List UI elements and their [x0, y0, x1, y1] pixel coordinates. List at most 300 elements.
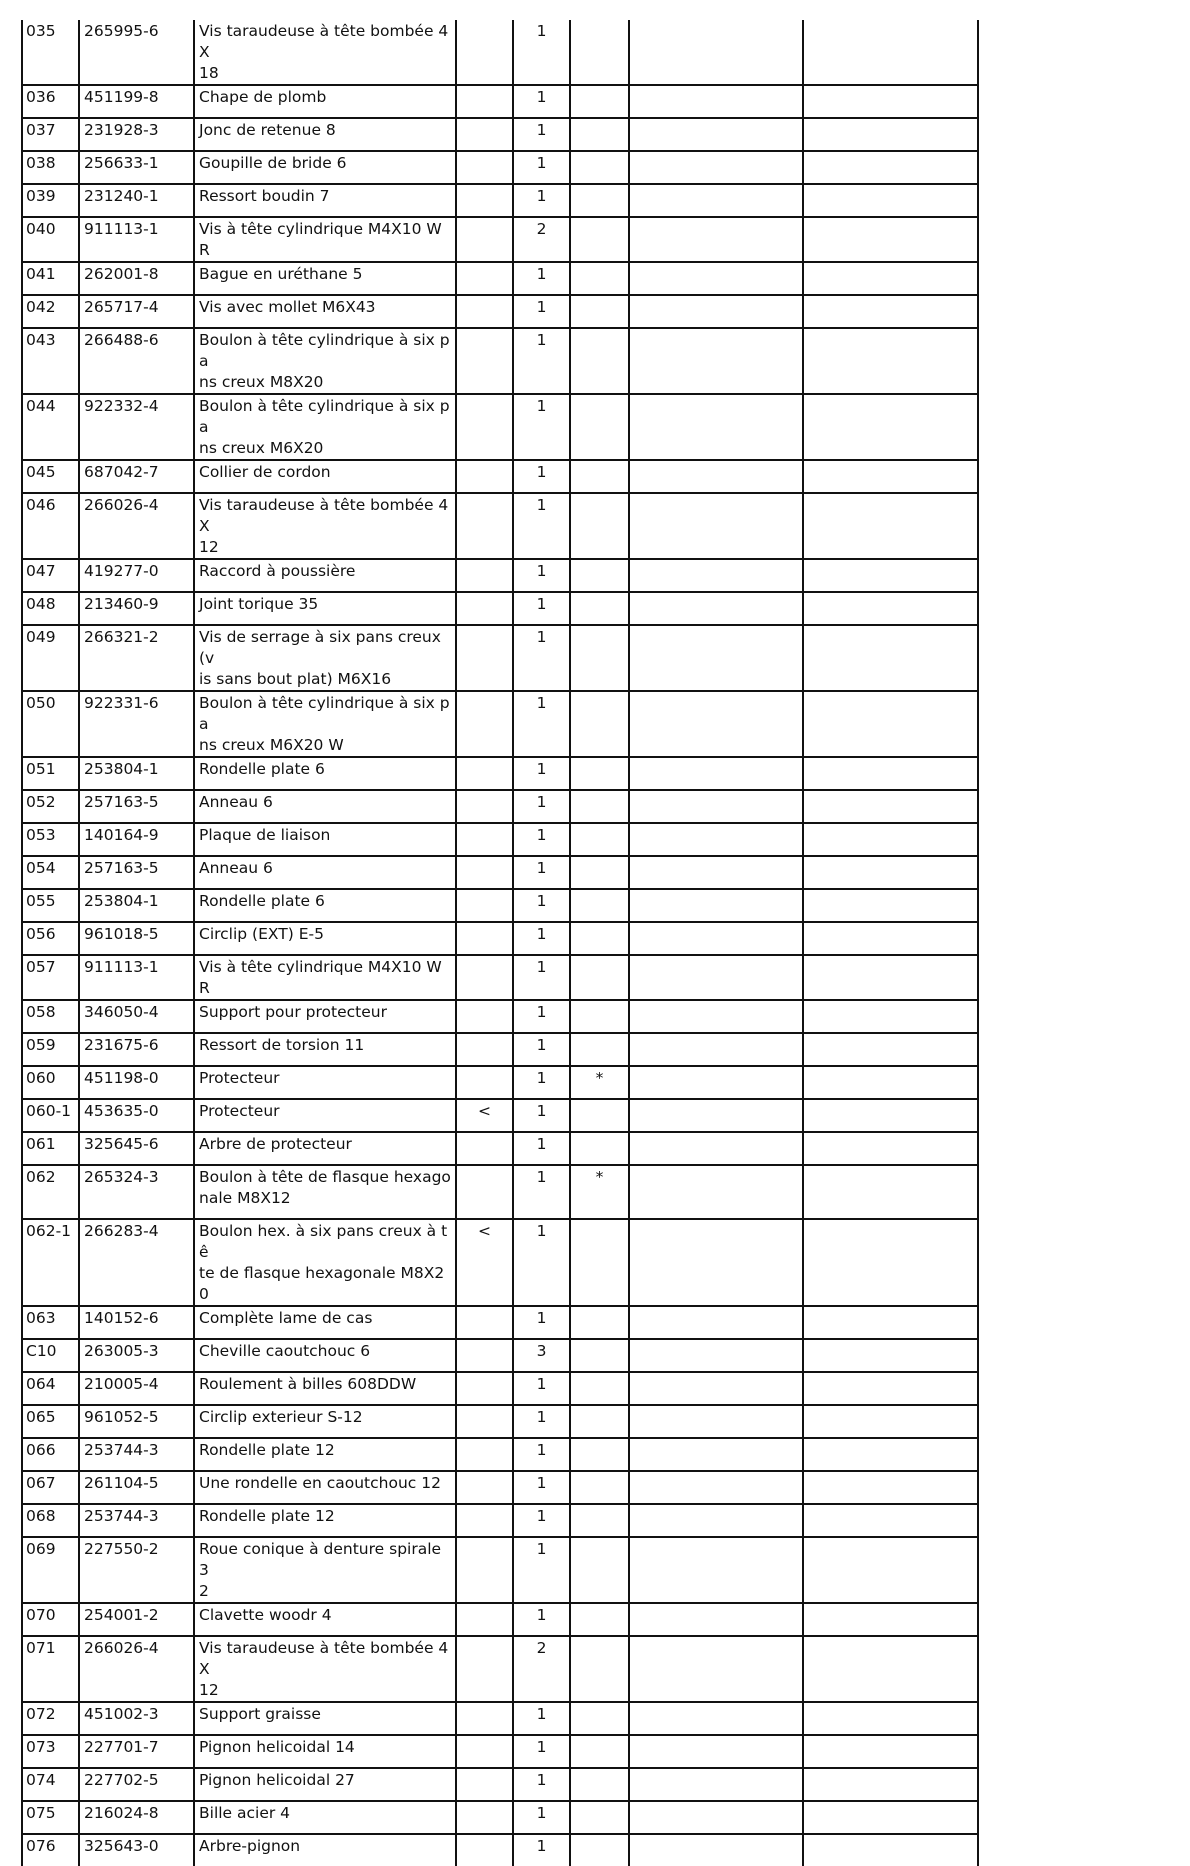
item-number-cell: 055	[22, 889, 79, 922]
blank-cell	[629, 757, 803, 790]
table-row	[22, 1537, 978, 1603]
item-number-cell: 042	[22, 295, 79, 328]
description-cell: Roulement à billes 608DDW	[194, 1372, 456, 1405]
symbol-cell	[456, 1735, 513, 1768]
blank-cell	[803, 151, 978, 184]
parts-table	[21, 20, 979, 1866]
blank-cell	[629, 1165, 803, 1219]
description-cell: Boulon à tête de flasque hexago nale M8X12	[194, 1165, 456, 1219]
symbol-cell	[456, 1033, 513, 1066]
note-cell	[570, 592, 629, 625]
blank-cell	[803, 118, 978, 151]
quantity-cell: 1	[513, 691, 570, 757]
symbol-cell	[456, 691, 513, 757]
blank-cell	[803, 1372, 978, 1405]
blank-cell	[803, 20, 978, 85]
blank-cell	[803, 856, 978, 889]
blank-cell	[803, 460, 978, 493]
blank-cell	[803, 823, 978, 856]
blank-cell	[803, 691, 978, 757]
note-cell	[570, 1768, 629, 1801]
blank-cell	[803, 217, 978, 262]
blank-cell	[803, 955, 978, 1000]
table-row	[22, 1702, 978, 1735]
item-number-cell: 071	[22, 1636, 79, 1702]
item-number-cell: 043	[22, 328, 79, 394]
blank-cell	[803, 1735, 978, 1768]
symbol-cell: <	[456, 1219, 513, 1306]
description-cell: Rondelle plate 6	[194, 889, 456, 922]
item-number-cell: 036	[22, 85, 79, 118]
item-number-cell: 044	[22, 394, 79, 460]
item-number-cell: 037	[22, 118, 79, 151]
quantity-cell: 1	[513, 295, 570, 328]
table-row	[22, 922, 978, 955]
note-cell	[570, 85, 629, 118]
note-cell	[570, 493, 629, 559]
symbol-cell	[456, 856, 513, 889]
description-cell: Rondelle plate 6	[194, 757, 456, 790]
blank-cell	[803, 1801, 978, 1834]
quantity-cell: 1	[513, 1834, 570, 1866]
table-row	[22, 151, 978, 184]
symbol-cell	[456, 118, 513, 151]
table-row	[22, 955, 978, 1000]
part-number-cell: 451198-0	[79, 1066, 194, 1099]
blank-cell	[629, 217, 803, 262]
table-row	[22, 1834, 978, 1866]
note-cell	[570, 559, 629, 592]
quantity-cell: 1	[513, 1405, 570, 1438]
part-number-cell: 231675-6	[79, 1033, 194, 1066]
part-number-cell: 265717-4	[79, 295, 194, 328]
table-row	[22, 1801, 978, 1834]
description-cell: Pignon helicoidal 14	[194, 1735, 456, 1768]
part-number-cell: 231240-1	[79, 184, 194, 217]
table-row	[22, 118, 978, 151]
blank-cell	[629, 856, 803, 889]
blank-cell	[803, 1438, 978, 1471]
note-cell	[570, 118, 629, 151]
blank-cell	[629, 85, 803, 118]
note-cell	[570, 1504, 629, 1537]
note-cell	[570, 1219, 629, 1306]
item-number-cell: 068	[22, 1504, 79, 1537]
symbol-cell	[456, 1471, 513, 1504]
symbol-cell: <	[456, 1099, 513, 1132]
quantity-cell: 1	[513, 592, 570, 625]
description-cell: Vis de serrage à six pans creux (v is sans bout plat) M6X16	[194, 625, 456, 691]
symbol-cell	[456, 394, 513, 460]
symbol-cell	[456, 1537, 513, 1603]
item-number-cell: 074	[22, 1768, 79, 1801]
item-number-cell: 072	[22, 1702, 79, 1735]
item-number-cell: 066	[22, 1438, 79, 1471]
item-number-cell: 049	[22, 625, 79, 691]
quantity-cell: 2	[513, 217, 570, 262]
blank-cell	[629, 1372, 803, 1405]
blank-cell	[629, 625, 803, 691]
table-row	[22, 625, 978, 691]
symbol-cell	[456, 1801, 513, 1834]
blank-cell	[629, 1033, 803, 1066]
blank-cell	[629, 493, 803, 559]
description-cell: Support graisse	[194, 1702, 456, 1735]
quantity-cell: 1	[513, 1735, 570, 1768]
note-cell	[570, 757, 629, 790]
description-cell: Circlip exterieur S-12	[194, 1405, 456, 1438]
symbol-cell	[456, 757, 513, 790]
blank-cell	[803, 1636, 978, 1702]
note-cell	[570, 823, 629, 856]
symbol-cell	[456, 592, 513, 625]
table-row	[22, 1735, 978, 1768]
item-number-cell: 060	[22, 1066, 79, 1099]
blank-cell	[629, 1801, 803, 1834]
blank-cell	[629, 922, 803, 955]
blank-cell	[629, 328, 803, 394]
note-cell	[570, 889, 629, 922]
blank-cell	[803, 889, 978, 922]
blank-cell	[803, 394, 978, 460]
part-number-cell: 266026-4	[79, 1636, 194, 1702]
blank-cell	[629, 460, 803, 493]
quantity-cell: 1	[513, 955, 570, 1000]
symbol-cell	[456, 493, 513, 559]
item-number-cell: 058	[22, 1000, 79, 1033]
part-number-cell: 227701-7	[79, 1735, 194, 1768]
table-row	[22, 295, 978, 328]
item-number-cell: 047	[22, 559, 79, 592]
blank-cell	[629, 691, 803, 757]
quantity-cell: 1	[513, 1066, 570, 1099]
note-cell: *	[570, 1066, 629, 1099]
note-cell	[570, 1834, 629, 1866]
blank-cell	[803, 1339, 978, 1372]
table-row	[22, 217, 978, 262]
blank-cell	[803, 1537, 978, 1603]
part-number-cell: 216024-8	[79, 1801, 194, 1834]
blank-cell	[803, 1603, 978, 1636]
item-number-cell: 062	[22, 1165, 79, 1219]
description-cell: Jonc de retenue 8	[194, 118, 456, 151]
symbol-cell	[456, 1438, 513, 1471]
description-cell: Boulon à tête cylindrique à six pa ns creux M6X20	[194, 394, 456, 460]
blank-cell	[629, 1537, 803, 1603]
quantity-cell: 1	[513, 493, 570, 559]
quantity-cell: 1	[513, 262, 570, 295]
quantity-cell: 3	[513, 1339, 570, 1372]
part-number-cell: 325643-0	[79, 1834, 194, 1866]
description-cell: Une rondelle en caoutchouc 12	[194, 1471, 456, 1504]
symbol-cell	[456, 184, 513, 217]
blank-cell	[629, 394, 803, 460]
blank-cell	[629, 1504, 803, 1537]
blank-cell	[629, 1636, 803, 1702]
item-number-cell: 073	[22, 1735, 79, 1768]
description-cell: Boulon à tête cylindrique à six pa ns creux M8X20	[194, 328, 456, 394]
symbol-cell	[456, 1603, 513, 1636]
quantity-cell: 1	[513, 85, 570, 118]
blank-cell	[629, 151, 803, 184]
table-row	[22, 592, 978, 625]
description-cell: Anneau 6	[194, 790, 456, 823]
blank-cell	[803, 85, 978, 118]
blank-cell	[803, 757, 978, 790]
note-cell	[570, 1801, 629, 1834]
blank-cell	[629, 1438, 803, 1471]
blank-cell	[629, 1066, 803, 1099]
description-cell: Ressort boudin 7	[194, 184, 456, 217]
item-number-cell: 048	[22, 592, 79, 625]
blank-cell	[629, 592, 803, 625]
table-row	[22, 790, 978, 823]
description-cell: Vis taraudeuse à tête bombée 4X 12	[194, 493, 456, 559]
symbol-cell	[456, 559, 513, 592]
symbol-cell	[456, 1000, 513, 1033]
table-row	[22, 1033, 978, 1066]
symbol-cell	[456, 328, 513, 394]
item-number-cell: 056	[22, 922, 79, 955]
symbol-cell	[456, 955, 513, 1000]
quantity-cell: 1	[513, 1471, 570, 1504]
note-cell	[570, 955, 629, 1000]
note-cell: *	[570, 1165, 629, 1219]
table-row	[22, 1768, 978, 1801]
quantity-cell: 1	[513, 625, 570, 691]
quantity-cell: 1	[513, 559, 570, 592]
quantity-cell: 1	[513, 1504, 570, 1537]
item-number-cell: 041	[22, 262, 79, 295]
table-row	[22, 1471, 978, 1504]
description-cell: Vis taraudeuse à tête bombée 4X 18	[194, 20, 456, 85]
description-cell: Clavette woodr 4	[194, 1603, 456, 1636]
blank-cell	[629, 889, 803, 922]
blank-cell	[803, 328, 978, 394]
blank-cell	[803, 1132, 978, 1165]
blank-cell	[629, 1471, 803, 1504]
quantity-cell: 1	[513, 1438, 570, 1471]
symbol-cell	[456, 1768, 513, 1801]
quantity-cell: 1	[513, 328, 570, 394]
symbol-cell	[456, 790, 513, 823]
table-row	[22, 493, 978, 559]
description-cell: Chape de plomb	[194, 85, 456, 118]
blank-cell	[803, 1033, 978, 1066]
part-number-cell: 140152-6	[79, 1306, 194, 1339]
item-number-cell: 060-1	[22, 1099, 79, 1132]
part-number-cell: 256633-1	[79, 151, 194, 184]
note-cell	[570, 1099, 629, 1132]
item-number-cell: 045	[22, 460, 79, 493]
item-number-cell: 046	[22, 493, 79, 559]
blank-cell	[803, 1066, 978, 1099]
blank-cell	[803, 1165, 978, 1219]
symbol-cell	[456, 1636, 513, 1702]
part-number-cell: 254001-2	[79, 1603, 194, 1636]
part-number-cell: 687042-7	[79, 460, 194, 493]
part-number-cell: 419277-0	[79, 559, 194, 592]
description-cell: Ressort de torsion 11	[194, 1033, 456, 1066]
blank-cell	[803, 790, 978, 823]
blank-cell	[629, 1219, 803, 1306]
item-number-cell: 059	[22, 1033, 79, 1066]
blank-cell	[629, 1603, 803, 1636]
item-number-cell: 069	[22, 1537, 79, 1603]
part-number-cell: 210005-4	[79, 1372, 194, 1405]
symbol-cell	[456, 922, 513, 955]
blank-cell	[803, 1099, 978, 1132]
part-number-cell: 451199-8	[79, 85, 194, 118]
quantity-cell: 1	[513, 823, 570, 856]
table-row	[22, 1339, 978, 1372]
symbol-cell	[456, 1372, 513, 1405]
description-cell: Vis avec mollet M6X43	[194, 295, 456, 328]
description-cell: Cheville caoutchouc 6	[194, 1339, 456, 1372]
part-number-cell: 227702-5	[79, 1768, 194, 1801]
part-number-cell: 911113-1	[79, 217, 194, 262]
description-cell: Support pour protecteur	[194, 1000, 456, 1033]
description-cell: Plaque de liaison	[194, 823, 456, 856]
part-number-cell: 265324-3	[79, 1165, 194, 1219]
description-cell: Complète lame de cas	[194, 1306, 456, 1339]
blank-cell	[803, 1504, 978, 1537]
blank-cell	[803, 295, 978, 328]
table-row	[22, 1603, 978, 1636]
table-row	[22, 85, 978, 118]
item-number-cell: 039	[22, 184, 79, 217]
note-cell	[570, 856, 629, 889]
blank-cell	[803, 493, 978, 559]
note-cell	[570, 1000, 629, 1033]
quantity-cell: 1	[513, 394, 570, 460]
part-number-cell: 227550-2	[79, 1537, 194, 1603]
blank-cell	[803, 1471, 978, 1504]
note-cell	[570, 394, 629, 460]
blank-cell	[629, 1132, 803, 1165]
item-number-cell: 054	[22, 856, 79, 889]
blank-cell	[803, 922, 978, 955]
description-cell: Goupille de bride 6	[194, 151, 456, 184]
note-cell	[570, 1306, 629, 1339]
description-cell: Bague en uréthane 5	[194, 262, 456, 295]
part-number-cell: 922332-4	[79, 394, 194, 460]
description-cell: Anneau 6	[194, 856, 456, 889]
symbol-cell	[456, 1066, 513, 1099]
blank-cell	[629, 118, 803, 151]
note-cell	[570, 262, 629, 295]
quantity-cell: 1	[513, 889, 570, 922]
part-number-cell: 253804-1	[79, 889, 194, 922]
blank-cell	[803, 1405, 978, 1438]
item-number-cell: 067	[22, 1471, 79, 1504]
table-row	[22, 691, 978, 757]
description-cell: Rondelle plate 12	[194, 1504, 456, 1537]
note-cell	[570, 922, 629, 955]
quantity-cell: 1	[513, 790, 570, 823]
table-row	[22, 823, 978, 856]
quantity-cell: 2	[513, 1636, 570, 1702]
part-number-cell: 265995-6	[79, 20, 194, 85]
symbol-cell	[456, 625, 513, 691]
symbol-cell	[456, 295, 513, 328]
item-number-cell: 070	[22, 1603, 79, 1636]
part-number-cell: 451002-3	[79, 1702, 194, 1735]
item-number-cell: C10	[22, 1339, 79, 1372]
quantity-cell: 1	[513, 757, 570, 790]
note-cell	[570, 20, 629, 85]
quantity-cell: 1	[513, 1537, 570, 1603]
symbol-cell	[456, 1339, 513, 1372]
item-number-cell: 065	[22, 1405, 79, 1438]
note-cell	[570, 1702, 629, 1735]
table-row	[22, 1165, 978, 1219]
quantity-cell: 1	[513, 118, 570, 151]
blank-cell	[629, 295, 803, 328]
table-row	[22, 1219, 978, 1306]
table-row	[22, 1306, 978, 1339]
note-cell	[570, 790, 629, 823]
table-row	[22, 559, 978, 592]
part-number-cell: 922331-6	[79, 691, 194, 757]
item-number-cell: 057	[22, 955, 79, 1000]
note-cell	[570, 1033, 629, 1066]
quantity-cell: 1	[513, 922, 570, 955]
blank-cell	[803, 1000, 978, 1033]
item-number-cell: 076	[22, 1834, 79, 1866]
blank-cell	[803, 1306, 978, 1339]
description-cell: Roue conique à denture spirale 3 2	[194, 1537, 456, 1603]
part-number-cell: 961052-5	[79, 1405, 194, 1438]
item-number-cell: 040	[22, 217, 79, 262]
note-cell	[570, 1471, 629, 1504]
item-number-cell: 053	[22, 823, 79, 856]
part-number-cell: 325645-6	[79, 1132, 194, 1165]
part-number-cell: 266488-6	[79, 328, 194, 394]
description-cell: Boulon hex. à six pans creux à tê te de flasque hexagonale M8X20	[194, 1219, 456, 1306]
note-cell	[570, 1438, 629, 1471]
part-number-cell: 263005-3	[79, 1339, 194, 1372]
note-cell	[570, 1339, 629, 1372]
note-cell	[570, 295, 629, 328]
quantity-cell: 1	[513, 184, 570, 217]
table-row	[22, 1438, 978, 1471]
blank-cell	[629, 790, 803, 823]
part-number-cell: 261104-5	[79, 1471, 194, 1504]
description-cell: Arbre de protecteur	[194, 1132, 456, 1165]
item-number-cell: 063	[22, 1306, 79, 1339]
table-row	[22, 1099, 978, 1132]
part-number-cell: 346050-4	[79, 1000, 194, 1033]
item-number-cell: 050	[22, 691, 79, 757]
note-cell	[570, 1735, 629, 1768]
description-cell: Circlip (EXT) E-5	[194, 922, 456, 955]
blank-cell	[629, 1702, 803, 1735]
description-cell: Vis à tête cylindrique M4X10 WR	[194, 217, 456, 262]
blank-cell	[803, 1768, 978, 1801]
blank-cell	[629, 955, 803, 1000]
quantity-cell: 1	[513, 1000, 570, 1033]
blank-cell	[803, 559, 978, 592]
table-row	[22, 856, 978, 889]
item-number-cell: 035	[22, 20, 79, 85]
note-cell	[570, 1405, 629, 1438]
table-row	[22, 460, 978, 493]
table-row	[22, 889, 978, 922]
quantity-cell: 1	[513, 1219, 570, 1306]
table-row	[22, 1636, 978, 1702]
description-cell: Vis taraudeuse à tête bombée 4X 12	[194, 1636, 456, 1702]
